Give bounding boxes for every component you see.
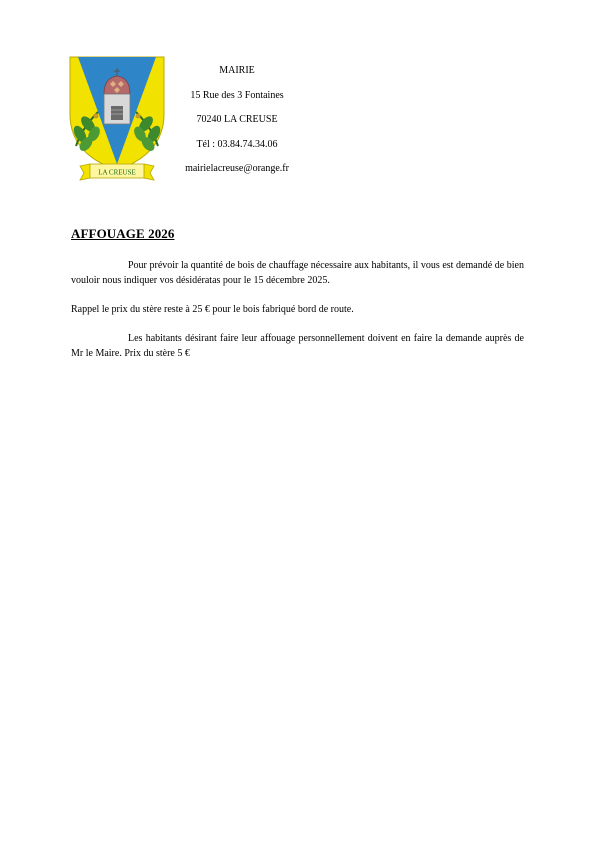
paragraph-personal-affouage: Les habitants désirant faire leur affouage personnellement doivent en faire la demande auprès de Mr le Maire. Prix du stère 5 € (71, 333, 524, 359)
address-line-street: 15 Rue des 3 Fontaines (190, 89, 284, 101)
commune-crest (66, 54, 168, 186)
address-line-town: 70240 LA CREUSE (196, 114, 278, 125)
address-line-email: mairielacreuse@orange.fr (185, 163, 289, 174)
notice-title: AFFOUAGE 2026 (71, 226, 175, 241)
address-line-mairie: MAIRIE (219, 65, 255, 76)
town-hall-address (170, 64, 304, 187)
paragraph-price-reminder: Rappel le prix du stère reste à 25 € pour le bois fabriqué bord de route. (71, 304, 354, 315)
address-line-phone: Tél : 03.84.74.34.06 (196, 138, 278, 150)
motto-ribbon (80, 164, 154, 180)
crest-motto: LA CREUSE (98, 168, 136, 177)
paragraph-firewood-request: Pour prévoir la quantité de bois de chauffage nécessaire aux habitants, il vous est demandé de bien vouloir nous indiquer vos désidératas pour le 15 décembre 2025. (71, 260, 524, 286)
